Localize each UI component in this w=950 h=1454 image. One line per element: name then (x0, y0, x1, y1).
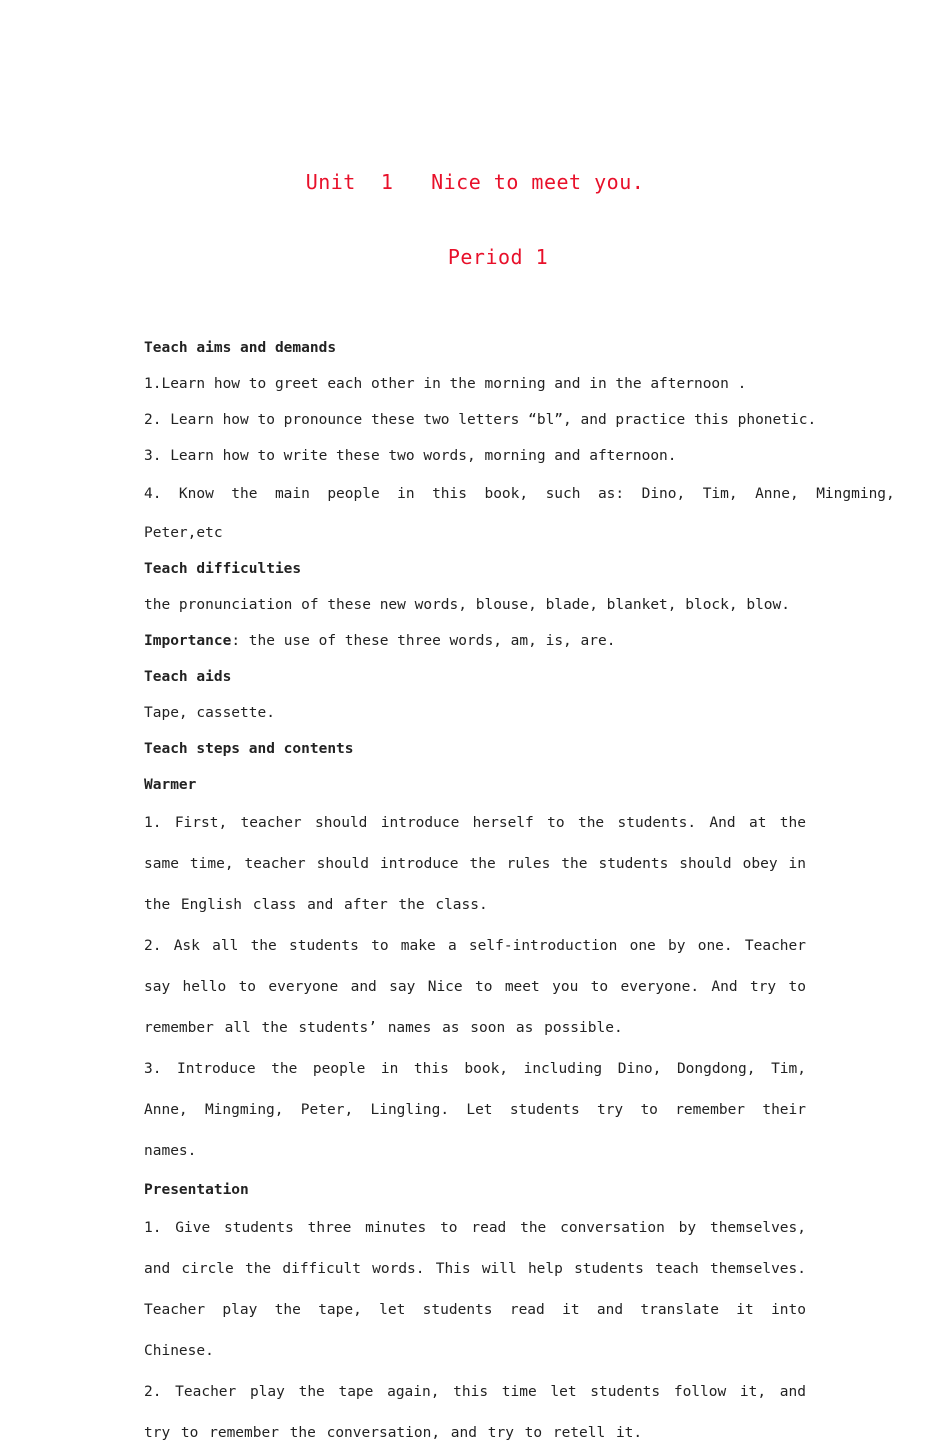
aim-item-3: 3. Learn how to write these two words, morning and afternoon. (144, 448, 677, 464)
importance-line (144, 623, 806, 659)
warmer-item-1: 1. First, teacher should introduce herself to the students. And at the same time, teacher should introduce the rules the students should obey in the English class and after the class. (144, 815, 806, 913)
aim-item-4: 4. Know the main people in this book, such as: Dino, Tim, Anne, Mingming, (144, 486, 895, 502)
title-unit: Unit 1 Nice to meet you. (305, 170, 645, 194)
warmer-item-2: 2. Ask all the students to make a self-introduction one by one. Teacher say hello to everyone and say Nice to meet you to everyone. And try to remember all the students’ names as soon as possible. (144, 938, 806, 1036)
aims-heading: Teach aims and demands (144, 340, 337, 356)
aim-item-4-cont: Peter,etc (144, 525, 223, 541)
aids-heading: Teach aids (144, 669, 232, 685)
difficulties-text: the pronunciation of these new words, blouse, blade, blanket, block, blow. (144, 597, 791, 613)
aids-text: Tape, cassette. (144, 705, 275, 721)
document-page (144, 120, 895, 1454)
warmer-heading: Warmer (144, 777, 197, 793)
document-title (144, 120, 806, 320)
warmer-item-3: 3. Introduce the people in this book, including Dino, Dongdong, Tim, Anne, Mingming, Peter, Lingling. Let students try to remember their names. (144, 1061, 806, 1159)
title-period: Period 1 (447, 245, 549, 269)
aim-item-1: 1.Learn how to greet each other in the morning and in the afternoon . (144, 376, 747, 392)
importance-text: : the use of these three words, am, is, are. (231, 633, 616, 649)
difficulties-heading: Teach difficulties (144, 561, 302, 577)
presentation-item-2: 2. Teacher play the tape again, this time let students follow it, and try to remember the conversation, and try to retell it. (144, 1384, 806, 1441)
importance-label: Importance (144, 633, 232, 649)
aim-item-2: 2. Learn how to pronounce these two letters “bl”, and practice this phonetic. (144, 412, 817, 428)
presentation-item-1: 1. Give students three minutes to read the conversation by themselves, and circle the difficult words. This will help students teach themselves. Teacher play the tape, let students read it and translate it into Chinese. (144, 1220, 806, 1359)
presentation-heading: Presentation (144, 1182, 249, 1198)
steps-heading: Teach steps and contents (144, 741, 354, 757)
